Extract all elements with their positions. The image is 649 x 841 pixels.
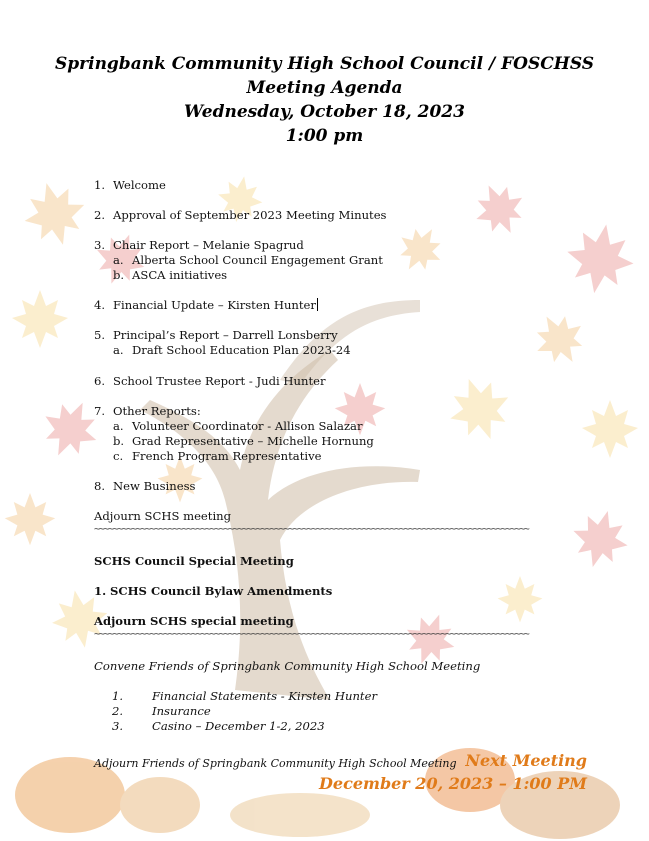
subitem-letter: b. xyxy=(113,268,125,282)
item-number: 3. xyxy=(112,719,124,733)
subitem-letter: b. xyxy=(113,434,125,448)
subitem-letter: a. xyxy=(113,343,124,357)
agenda-subitem xyxy=(113,268,227,283)
item-number: 1. xyxy=(94,584,107,598)
friends-item xyxy=(112,704,211,719)
subitem-letter: a. xyxy=(113,419,124,433)
item-number: 2. xyxy=(112,704,124,718)
subitem-letter: a. xyxy=(113,253,124,267)
item-number: 3. xyxy=(94,238,106,252)
text-cursor xyxy=(317,298,318,311)
agenda-item xyxy=(94,238,304,253)
item-number: 2. xyxy=(94,208,106,222)
next-meeting-label: Next Meeting xyxy=(465,751,587,770)
convene-friends: Convene Friends of Springbank Community High School Meeting xyxy=(94,659,481,673)
item-text: Principal’s Report – Darrell Lonsberry xyxy=(113,328,338,342)
item-text: SCHS Council Bylaw Amendments xyxy=(110,584,333,598)
meeting-agenda-title: Meeting Agenda xyxy=(246,78,403,98)
item-number: 7. xyxy=(94,404,106,418)
agenda-item xyxy=(94,404,201,419)
next-meeting-date: December 20, 2023 – 1:00 PM xyxy=(319,774,587,793)
adjourn-schs: Adjourn SCHS meeting xyxy=(94,509,232,523)
adjourn-friends: Adjourn Friends of Springbank Community High School Meeting xyxy=(94,757,457,770)
subitem-text: French Program Representative xyxy=(132,449,322,463)
subitem-letter: c. xyxy=(113,449,124,463)
agenda-subitem xyxy=(113,449,321,464)
item-text: Casino – December 1-2, 2023 xyxy=(152,719,325,733)
item-text: Financial Statements - Kirsten Hunter xyxy=(152,689,377,703)
agenda-item xyxy=(94,479,196,494)
item-text: School Trustee Report - Judi Hunter xyxy=(113,374,326,388)
subitem-text: Grad Representative – Michelle Hornung xyxy=(132,434,374,448)
agenda-subitem xyxy=(113,253,383,268)
adjourn-special: Adjourn SCHS special meeting xyxy=(94,614,294,628)
friends-item xyxy=(112,689,377,704)
subitem-text: ASCA initiatives xyxy=(132,268,228,282)
item-number: 6. xyxy=(94,374,106,388)
agenda-item xyxy=(94,298,318,313)
item-number: 4. xyxy=(94,298,106,312)
meeting-date: Wednesday, October 18, 2023 xyxy=(184,102,465,122)
item-text: New Business xyxy=(113,479,196,493)
item-text: Welcome xyxy=(113,178,166,192)
tilde-separator: ~~~~~~~~~~~~~~~~~~~~~~~~~~~~~~~~~~~~~~~~~~~~~~~~~~~~~~~~~~~~~~~~~~~~~~~~~~~~~~~~~~~~~~~~~~~~~~ xyxy=(94,629,529,640)
item-number: 1. xyxy=(112,689,124,703)
council-title: Springbank Community High School Council / FOSCHSS xyxy=(54,54,594,74)
agenda-item xyxy=(94,208,387,223)
agenda-subitem xyxy=(113,434,374,449)
item-text: Insurance xyxy=(152,704,211,718)
item-text: Approval of September 2023 Meeting Minutes xyxy=(113,208,387,222)
item-text: Chair Report – Melanie Spagrud xyxy=(113,238,304,252)
tilde-separator: ~~~~~~~~~~~~~~~~~~~~~~~~~~~~~~~~~~~~~~~~~~~~~~~~~~~~~~~~~~~~~~~~~~~~~~~~~~~~~~~~~~~~~~~~~~~~~~ xyxy=(94,524,529,535)
subitem-text: Draft School Education Plan 2023-24 xyxy=(132,343,351,357)
item-number: 5. xyxy=(94,328,106,342)
agenda-item xyxy=(94,374,326,389)
friends-item xyxy=(112,719,325,734)
item-text: Financial Update – Kirsten Hunter xyxy=(113,298,316,312)
item-number: 8. xyxy=(94,479,106,493)
agenda-subitem xyxy=(113,419,363,434)
agenda-item xyxy=(94,328,338,343)
subitem-text: Volunteer Coordinator - Allison Salazar xyxy=(132,419,363,433)
special-meeting-item xyxy=(94,584,332,599)
item-number: 1. xyxy=(94,178,106,192)
meeting-time: 1:00 pm xyxy=(285,126,364,146)
item-text: Other Reports: xyxy=(113,404,201,418)
agenda-subitem xyxy=(113,343,351,358)
subitem-text: Alberta School Council Engagement Grant xyxy=(132,253,383,267)
special-meeting-title: SCHS Council Special Meeting xyxy=(94,554,294,568)
agenda-item xyxy=(94,178,166,193)
title-block xyxy=(0,52,649,148)
